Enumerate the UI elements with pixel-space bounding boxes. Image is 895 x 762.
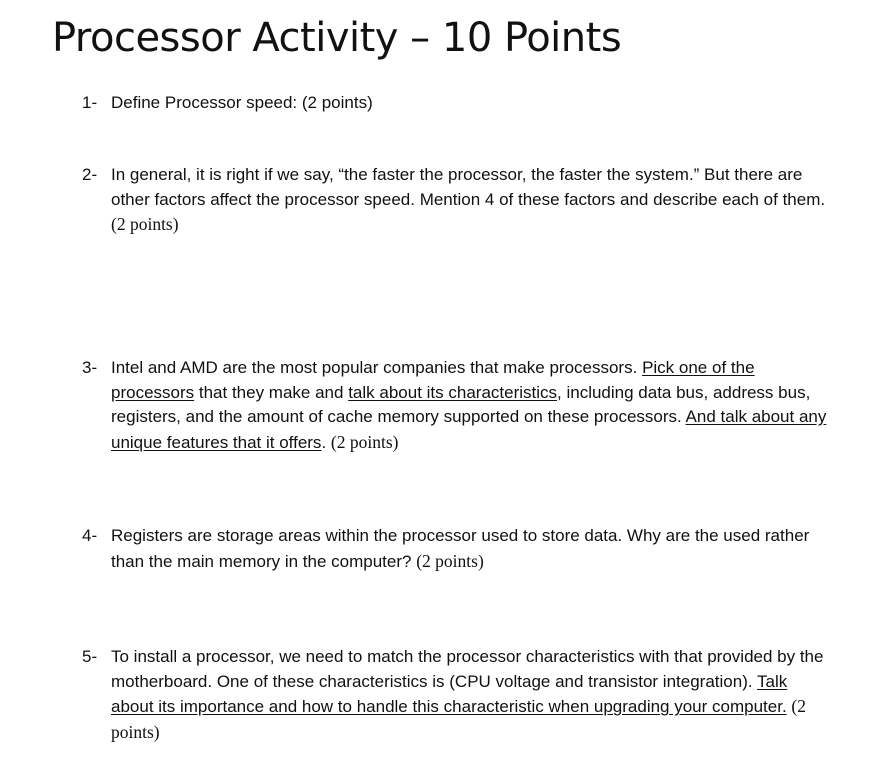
question-text [111,524,833,574]
points-label: (2 points) [111,696,806,742]
points-label: (2 points) [416,550,484,571]
question-text [111,163,833,238]
question-text [111,356,833,455]
question-number: 1- [82,93,98,112]
sentence-period: . [321,432,327,452]
question-number: 2- [82,165,98,184]
question-5 [78,645,838,745]
question-prompt-continued: that they make and [198,382,344,402]
question-prompt: Intel and AMD are the most popular companies that make processors. [111,358,638,377]
question-1 [78,91,838,116]
question-prompt-continued: , including data bus, address bus, registers, and the amount of cache memory supported on these processors. [111,382,811,426]
question-4 [78,524,838,574]
question-prompt: In general, it is right if we say, “the faster the processor, the faster the system.” But there are other factors affect the processor speed. Mention 4 of these factors and describe each of them. [111,165,826,209]
underlined-instruction: Pick one of the processors [111,358,755,402]
underlined-instruction: Talk about its importance and how to handle this characteristic when upgrading your computer. [111,671,788,716]
question-prompt: Define Processor speed: (2 points) [111,93,373,112]
question-number: 3- [82,358,98,377]
points-label: (2 points) [111,214,179,234]
question-text [111,645,833,745]
underlined-instruction: talk about its characteristics [348,382,558,402]
underlined-instruction: And talk about any unique features that it offers [111,407,827,452]
question-number: 5- [82,647,98,666]
question-2 [78,163,838,238]
points-label: (2 points) [330,431,399,452]
question-prompt: To install a processor, we need to match the processor characteristics with that provided by the motherboard. One of these characteristics is (CPU voltage and transistor integration). [111,647,824,691]
page-title: Processor Activity – 10 Points [52,15,622,61]
question-text [111,91,833,116]
question-number: 4- [82,526,98,545]
question-3 [78,356,838,455]
question-prompt: Registers are storage areas within the processor used to store data. Why are the used rather than the main memory in the computer? [111,526,810,571]
